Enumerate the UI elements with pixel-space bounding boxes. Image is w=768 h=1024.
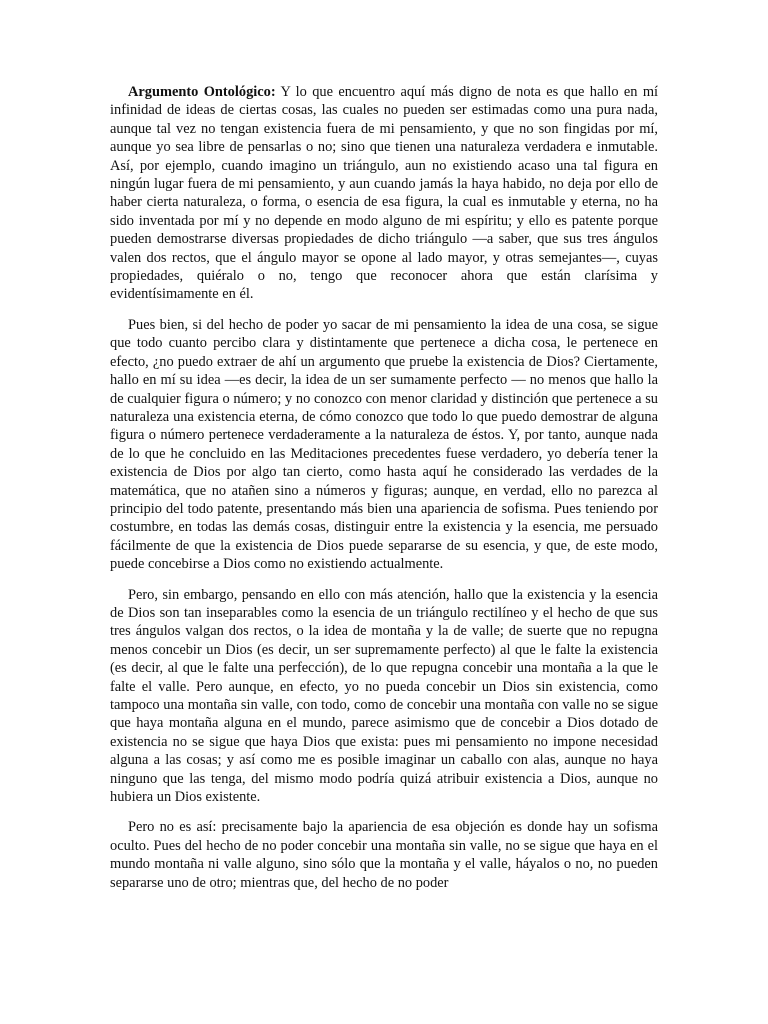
- paragraph-hidden-sophism: [110, 818, 658, 892]
- paragraph-text: Pues bien, si del hecho de poder yo sacar de mi pensamiento la idea de una cosa, se sigue que todo cuanto percibo clara y distintamente que pertenece a dicha cosa, le pertenece en efecto, ¿no puedo extraer de ahí un argumento que pruebe la existencia de Dios? Ciertamente, hallo en mí su idea —es decir, la idea de un ser sumamente perfecto — no menos que hallo la de cualquier figura o número; y no conozco con menor claridad y distinción que pertenece a su naturaleza una existencia eterna, de cómo conozco que todo lo que puedo demostrar de alguna figura o número pertenece verdaderamente a la naturaleza de éstos. Y, por tanto, aunque nada de lo que he concluido en las Meditaciones precedentes fuese verdadero, yo debería tener la existencia de Dios por algo tan cierto, como hasta aquí he considerado las verdades de la matemática, que no atañen sino a números y figuras; aunque, en verdad, ello no parezca al principio del todo patente, presentando más bien una apariencia de sofisma. Pues teniendo por costumbre, en todas las demás cosas, distinguir entre la existencia y la esencia, me persuado fácilmente de que la existencia de Dios puede separarse de su esencia, y que, de este modo, puede concebirse a Dios como no existiendo actualmente.: [110, 316, 658, 573]
- paragraph-idea-of-god: [110, 316, 658, 574]
- paragraph-ontological-argument: [110, 83, 658, 304]
- paragraph-existence-essence: [110, 586, 658, 807]
- paragraph-text: Pero, sin embargo, pensando en ello con más atención, hallo que la existencia y la esencia de Dios son tan inseparables como la esencia de un triángulo rectilíneo y el hecho de que sus tres ángulos valgan dos rectos, o la idea de montaña y la de valle; de suerte que no repugna menos concebir un Dios (es decir, un ser supremamente perfecto) al que le falte la existencia (es decir, al que le falte una perfección), de lo que repugna concebir una montaña a la que le falte el valle. Pero aunque, en efecto, yo no pueda concebir un Dios sin existencia, como tampoco una montaña sin valle, con todo, como de concebir una montaña con valle no se sigue que haya montaña alguna en el mundo, parece asimismo que de concebir a Dios dotado de existencia no se sigue que haya Dios que exista: pues mi pensamiento no impone necesidad alguna a las cosas; y así como me es posible imaginar un caballo con alas, aunque no haya ninguno que las tenga, del mismo modo podría quizá atribuir existencia a Dios, aunque no hubiera un Dios existente.: [110, 586, 658, 806]
- paragraph-text: Pero no es así: precisamente bajo la apariencia de esa objeción es donde hay un sofisma oculto. Pues del hecho de no poder concebir una montaña sin valle, no se sigue que haya en el mundo montaña ni valle alguno, sino sólo que la montaña y el valle, háyalos o no, no pueden separarse uno de otro; mientras que, del hecho de no poder: [110, 819, 658, 891]
- paragraph-text: Y lo que encuentro aquí más digno de nota es que hallo en mí infinidad de ideas de ciertas cosas, las cuales no pueden ser estimadas como una pura nada, aunque tal vez no tengan existencia fuera de mi pensamiento, y que no son fingidas por mí, aunque yo sea libre de pensarlas o no; sino que tienen una naturaleza verdadera e inmutable. Así, por ejemplo, cuando imagino un triángulo, aun no existiendo acaso una tal figura en ningún lugar fuera de mi pensamiento, y aun cuando jamás la haya habido, no deja por ello de haber cierta naturaleza, o forma, o esencia de esa figura, la cual es inmutable y eterna, no ha sido inventada por mí y no depende en modo alguno de mi espíritu; y ello es patente porque pueden demostrarse diversas propiedades de dicho triángulo —a saber, que sus tres ángulos valen dos rectos, que el ángulo mayor se opone al lado mayor, y otras semejantes—, cuyas propiedades, quiéralo o no, tengo que reconocer ahora que están clarísima y evidentísimamente en él.: [110, 84, 659, 303]
- section-heading: Argumento Ontológico:: [128, 84, 276, 100]
